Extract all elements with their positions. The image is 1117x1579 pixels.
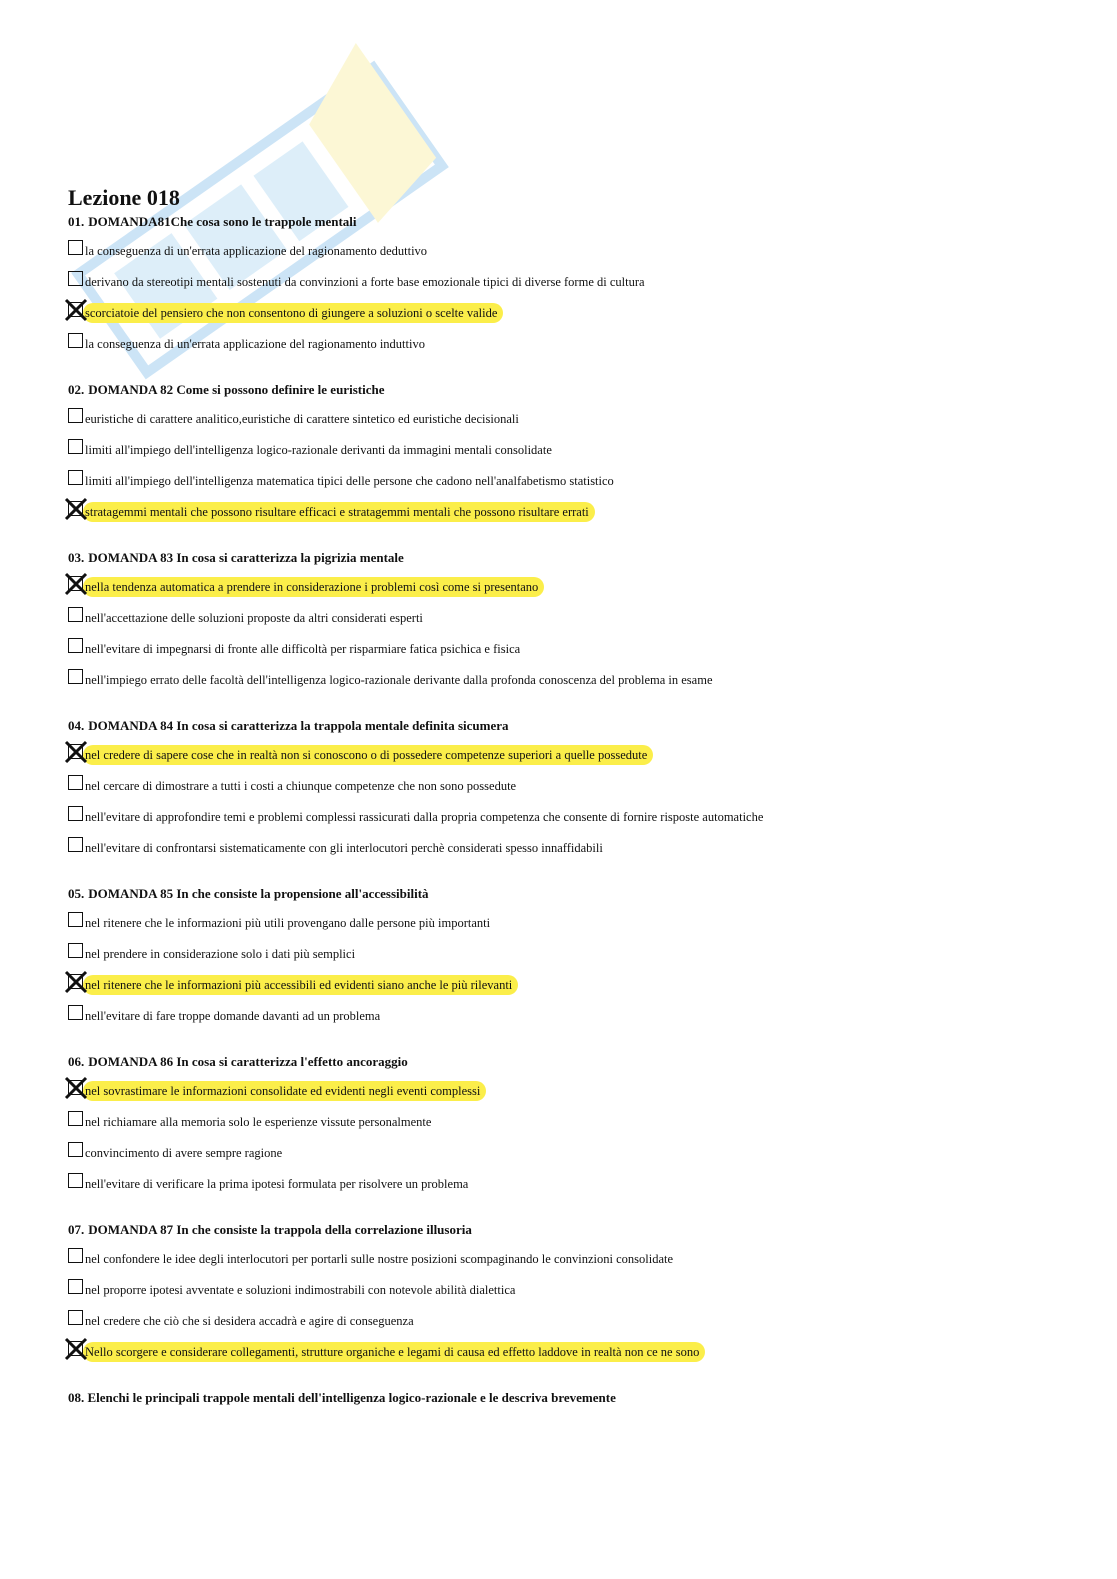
question-spacer [68, 1204, 1068, 1220]
document-body [68, 184, 1068, 1408]
checkbox[interactable] [68, 775, 83, 790]
open-question [68, 1388, 1068, 1408]
question-list [68, 212, 1068, 1388]
checkbox-checked[interactable] [68, 1341, 83, 1356]
question-block [68, 380, 1068, 548]
answer-text: la conseguenza di un'errata applicazione del ragionamento deduttivo [85, 244, 428, 258]
answer-text: stratagemmi mentali che possono risultare efficaci e stratagemmi mentali che possono risultare errati [83, 502, 595, 522]
answer-text: nel sovrastimare le informazioni consolidate ed evidenti negli eventi complessi [83, 1081, 486, 1101]
answer-option[interactable] [68, 1279, 1068, 1310]
question-text: DOMANDA 84 In cosa si caratterizza la trappola mentale definita sicumera [88, 718, 509, 733]
answer-option[interactable] [68, 669, 1068, 700]
answer-option[interactable] [68, 744, 1068, 775]
answer-option[interactable] [68, 333, 1068, 364]
answer-text: nel confondere le idee degli interlocutori per portarli sulle nostre posizioni scompaginando le convinzioni consolidate [85, 1252, 674, 1266]
answer-option[interactable] [68, 1341, 1068, 1372]
answer-text: Nello scorgere e considerare collegamenti, strutture organiche e legami di causa ed effetto laddove in realtà non ce ne sono [83, 1342, 705, 1362]
checkbox[interactable] [68, 669, 83, 684]
question-heading [68, 1220, 1068, 1240]
answer-option[interactable] [68, 1111, 1068, 1142]
checkbox[interactable] [68, 837, 83, 852]
answer-option[interactable] [68, 1310, 1068, 1341]
answer-text: nell'evitare di fare troppe domande davanti ad un problema [85, 1009, 381, 1023]
checkbox[interactable] [68, 470, 83, 485]
answer-text: nel credere di sapere cose che in realtà non si conoscono o di possedere competenze superiori a quelle possedute [83, 745, 653, 765]
question-block [68, 884, 1068, 1052]
question-number: 05. [68, 886, 85, 901]
answer-option[interactable] [68, 1080, 1068, 1111]
answer-text: nell'evitare di approfondire temi e problemi complessi rassicurati dalla propria competenza che consente di fornire risposte automatiche [85, 810, 764, 824]
answer-text: limiti all'impiego dell'intelligenza logico-razionale derivanti da immagini mentali consolidate [85, 443, 552, 457]
question-text: DOMANDA 82 Come si possono definire le euristiche [88, 382, 385, 397]
x-mark-icon [64, 497, 88, 521]
question-number: 02. [68, 382, 85, 397]
checkbox[interactable] [68, 1173, 83, 1188]
checkbox[interactable] [68, 607, 83, 622]
checkbox-checked[interactable] [68, 501, 83, 516]
answer-text: scorciatoie del pensiero che non consentono di giungere a soluzioni o scelte valide [83, 303, 503, 323]
question-spacer [68, 532, 1068, 548]
answer-text: nell'evitare di impegnarsi di fronte alle difficoltà per risparmiare fatica psichica e fisica [85, 642, 521, 656]
answer-text: nel ritenere che le informazioni più utili provengano dalle persone più importanti [85, 916, 491, 930]
checkbox[interactable] [68, 943, 83, 958]
answer-option[interactable] [68, 439, 1068, 470]
question-block [68, 716, 1068, 884]
question-number: 04. [68, 718, 85, 733]
answer-option[interactable] [68, 638, 1068, 669]
question-heading [68, 1052, 1068, 1072]
answer-text: nella tendenza automatica a prendere in considerazione i problemi così come si presentano [83, 577, 544, 597]
answer-text: la conseguenza di un'errata applicazione del ragionamento induttivo [85, 337, 425, 351]
answer-option[interactable] [68, 1142, 1068, 1173]
question-text: DOMANDA 85 In che consiste la propensione all'accessibilità [88, 886, 429, 901]
answer-text: limiti all'impiego dell'intelligenza matematica tipici delle persone che cadono nell'analfabetismo statistico [85, 474, 614, 488]
x-mark-icon [64, 572, 88, 596]
x-mark-icon [64, 740, 88, 764]
answer-option[interactable] [68, 837, 1068, 868]
checkbox[interactable] [68, 271, 83, 286]
question-heading [68, 212, 1068, 232]
checkbox[interactable] [68, 806, 83, 821]
x-mark-icon [64, 1076, 88, 1100]
question-spacer [68, 700, 1068, 716]
checkbox[interactable] [68, 1142, 83, 1157]
answer-option[interactable] [68, 408, 1068, 439]
answer-option[interactable] [68, 271, 1068, 302]
question-spacer [68, 364, 1068, 380]
question-block [68, 548, 1068, 716]
checkbox-checked[interactable] [68, 1080, 83, 1095]
checkbox[interactable] [68, 1111, 83, 1126]
question-spacer [68, 868, 1068, 884]
answer-text: nel credere che ciò che si desidera accadrà e agire di conseguenza [85, 1314, 414, 1328]
checkbox[interactable] [68, 912, 83, 927]
checkbox[interactable] [68, 240, 83, 255]
question-number: 03. [68, 550, 85, 565]
answer-option[interactable] [68, 912, 1068, 943]
answer-text: nel proporre ipotesi avventate e soluzioni indimostrabili con notevole abilità dialettica [85, 1283, 516, 1297]
checkbox[interactable] [68, 638, 83, 653]
checkbox-checked[interactable] [68, 744, 83, 759]
checkbox[interactable] [68, 439, 83, 454]
question-text: DOMANDA 87 In che consiste la trappola della correlazione illusoria [88, 1222, 472, 1237]
answer-text: nell'accettazione delle soluzioni proposte da altri considerati esperti [85, 611, 423, 625]
checkbox[interactable] [68, 333, 83, 348]
question-block [68, 1052, 1068, 1220]
question-number: 06. [68, 1054, 85, 1069]
question-number: 08. [68, 1390, 85, 1405]
question-text: DOMANDA 83 In cosa si caratterizza la pigrizia mentale [88, 550, 404, 565]
x-mark-icon [64, 970, 88, 994]
question-number: 07. [68, 1222, 85, 1237]
checkbox[interactable] [68, 1005, 83, 1020]
answer-option[interactable] [68, 302, 1068, 333]
question-heading [68, 716, 1068, 736]
question-block [68, 212, 1068, 380]
checkbox-checked[interactable] [68, 974, 83, 989]
answer-option[interactable] [68, 240, 1068, 271]
question-text: Elenchi le principali trappole mentali dell'intelligenza logico-razionale e le descriva brevemente [87, 1390, 616, 1405]
answer-text: derivano da stereotipi mentali sostenuti da convinzioni a forte base emozionale tipici di diverse forme di cultura [85, 275, 645, 289]
answer-text: nel richiamare alla memoria solo le esperienze vissute personalmente [85, 1115, 432, 1129]
checkbox[interactable] [68, 1310, 83, 1325]
answer-text: nel prendere in considerazione solo i dati più semplici [85, 947, 356, 961]
question-spacer [68, 1372, 1068, 1388]
answer-option[interactable] [68, 1005, 1068, 1036]
answer-option[interactable] [68, 576, 1068, 607]
question-text: DOMANDA 86 In cosa si caratterizza l'effetto ancoraggio [88, 1054, 408, 1069]
x-mark-icon [64, 1337, 88, 1361]
question-heading [68, 380, 1068, 400]
checkbox[interactable] [68, 1279, 83, 1294]
question-spacer [68, 1036, 1068, 1052]
answer-option[interactable] [68, 607, 1068, 638]
answer-text: nell'impiego errato delle facoltà dell'intelligenza logico-razionale derivante dalla profonda conoscenza del problema in esame [85, 673, 713, 687]
answer-text: nell'evitare di verificare la prima ipotesi formulata per risolvere un problema [85, 1177, 469, 1191]
checkbox-checked[interactable] [68, 302, 83, 317]
question-number: 01. [68, 214, 85, 229]
answer-text: nell'evitare di confrontarsi sistematicamente con gli interlocutori perchè considerati spesso innaffidabili [85, 841, 603, 855]
answer-option[interactable] [68, 1248, 1068, 1279]
answer-text: convincimento di avere sempre ragione [85, 1146, 283, 1160]
question-heading [68, 548, 1068, 568]
answer-option[interactable] [68, 775, 1068, 806]
question-block [68, 1220, 1068, 1388]
answer-option[interactable] [68, 806, 1068, 837]
checkbox[interactable] [68, 1248, 83, 1263]
question-heading [68, 884, 1068, 904]
page-title: Lezione 018 [68, 185, 180, 210]
answer-option[interactable] [68, 501, 1068, 532]
x-mark-icon [64, 298, 88, 322]
answer-option[interactable] [68, 974, 1068, 1005]
checkbox[interactable] [68, 408, 83, 423]
answer-option[interactable] [68, 943, 1068, 974]
checkbox-checked[interactable] [68, 576, 83, 591]
answer-text: euristiche di carattere analitico,euristiche di carattere sintetico ed euristiche decisionali [85, 412, 519, 426]
answer-option[interactable] [68, 470, 1068, 501]
answer-text: nel cercare di dimostrare a tutti i costi a chiunque competenze che non sono possedute [85, 779, 517, 793]
answer-option[interactable] [68, 1173, 1068, 1204]
question-text: DOMANDA81Che cosa sono le trappole mentali [88, 214, 357, 229]
answer-text: nel ritenere che le informazioni più accessibili ed evidenti siano anche le più rilevanti [83, 975, 518, 995]
